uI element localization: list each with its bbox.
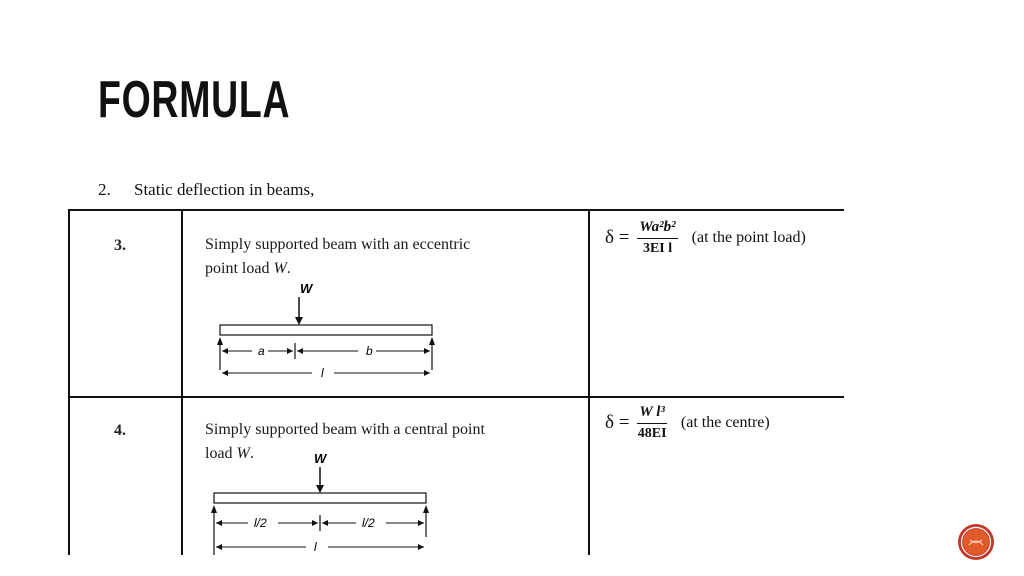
row-4-desc-prefix: load: [205, 445, 237, 462]
row-4-desc-line1: Simply supported beam with a central point: [205, 421, 485, 438]
row-4-left-reaction-icon: [211, 505, 217, 513]
row-3-right-reaction-icon: [429, 337, 435, 345]
table-left-border: [68, 209, 70, 555]
intro-number: 2.: [98, 180, 111, 199]
row-3-numerator: Wa²b²: [637, 219, 677, 239]
row-4-number: 4.: [114, 422, 126, 439]
row-3-desc-prefix: point load: [205, 260, 274, 277]
row-3-description: [205, 233, 545, 281]
table-row-divider: [68, 396, 844, 398]
formula-table: [68, 209, 844, 555]
row-4-denominator: 48EI: [637, 426, 667, 441]
row-3-desc-line1: Simply supported beam with an eccentric: [205, 236, 471, 253]
row-3-fraction: [637, 219, 677, 257]
row-4-fraction: [637, 404, 666, 442]
table-col-divider-2: [588, 209, 590, 555]
row-3-load-arrow-icon: [295, 317, 303, 325]
row-3-formula-lhs: δ =: [605, 227, 630, 248]
row-4-seg-left-label: l/2: [254, 516, 267, 530]
row-3-desc-var: W: [273, 260, 287, 277]
row-4-load-arrow-icon: [316, 485, 324, 493]
row-3-number: 3.: [114, 237, 126, 254]
row-3-seg-b-label: b: [366, 344, 373, 358]
row-3-denominator: 3EI l: [642, 241, 673, 256]
row-4-formula-lhs: δ =: [605, 412, 630, 433]
row-4-numerator: W l³: [637, 404, 666, 424]
row-4-seg-right-label: l/2: [362, 516, 375, 530]
row-4-formula: [605, 404, 770, 442]
row-4-desc-suffix: .: [249, 445, 254, 462]
row-3-formula-note: (at the point load): [691, 229, 806, 246]
row-3-load-label: W: [300, 281, 313, 296]
row-3-left-reaction-icon: [217, 337, 223, 345]
table-col-divider-1: [181, 209, 183, 555]
row-3-seg-a-label: a: [258, 344, 265, 358]
row-4-formula-note: (at the centre): [680, 414, 770, 431]
row-4-beam: [214, 493, 426, 503]
row-3-beam-diagram: [208, 275, 448, 390]
intro-line: [98, 180, 314, 200]
presentation-logo-icon[interactable]: [957, 523, 995, 561]
row-4-desc-var: W: [236, 445, 250, 462]
row-4-beam-diagram: [206, 447, 446, 555]
row-4-total-label: l: [314, 540, 317, 554]
row-3-desc-suffix: .: [286, 260, 291, 277]
row-3-formula: [605, 219, 806, 257]
row-3-beam: [220, 325, 432, 335]
row-4-load-label: W: [314, 451, 327, 466]
table-top-border: [68, 209, 844, 211]
slide-title: FORMULA: [98, 71, 291, 129]
row-4-right-reaction-icon: [423, 505, 429, 513]
intro-text: Static deflection in beams,: [134, 180, 315, 199]
row-3-total-label: l: [321, 366, 324, 380]
